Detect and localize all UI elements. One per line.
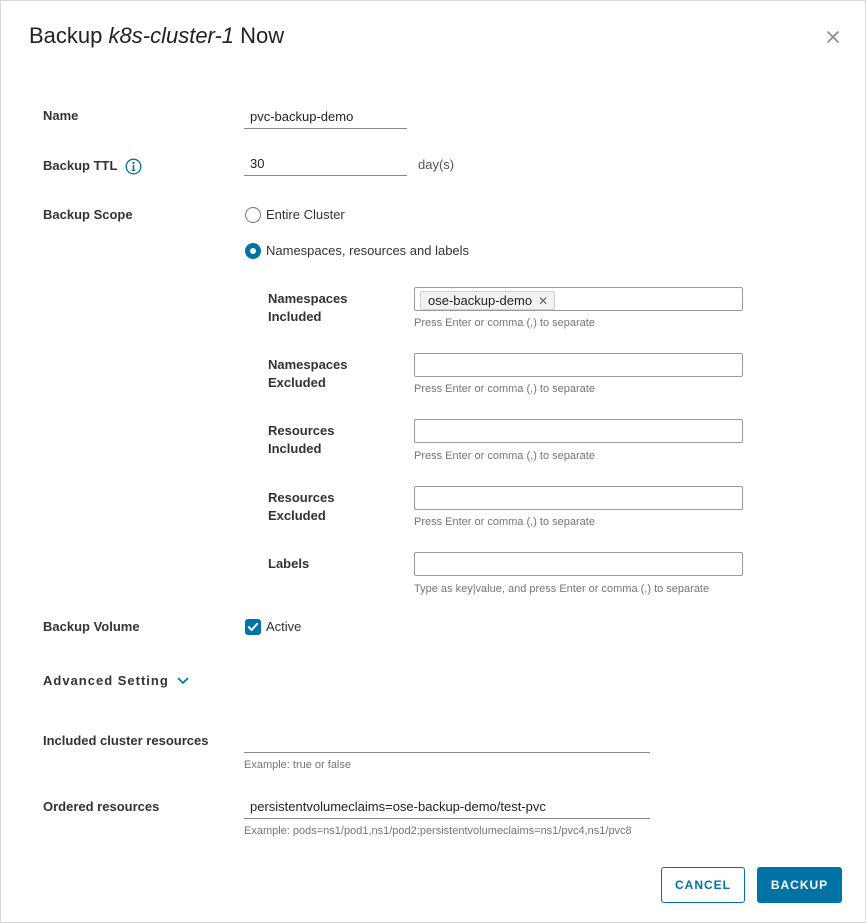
- dialog-title: [29, 23, 284, 49]
- resources-excluded-hint: Press Enter or comma (,) to separate: [414, 516, 595, 528]
- namespaces-excluded-label: [268, 356, 398, 392]
- name-label: Name: [43, 108, 79, 123]
- namespace-tag-label: ose-backup-demo: [428, 293, 533, 308]
- resources-included-label: [268, 422, 398, 458]
- included-cluster-resources-hint: Example: true or false: [244, 759, 351, 771]
- resources-included-hint: Press Enter or comma (,) to separate: [414, 450, 595, 462]
- title-prefix: Backup: [29, 23, 103, 48]
- ordered-resources-label: Ordered resources: [43, 799, 160, 814]
- title-suffix: Now: [240, 23, 285, 48]
- backup-ttl-input[interactable]: [244, 152, 407, 176]
- radio-entire-cluster-label[interactable]: Entire Cluster: [266, 207, 345, 222]
- namespaces-excluded-label-line1: Namespaces: [268, 357, 348, 372]
- namespaces-excluded-input[interactable]: [414, 353, 743, 377]
- resources-included-label-line2: Included: [268, 441, 322, 456]
- labels-hint: Type as key|value, and press Enter or comma (,) to separate: [414, 583, 710, 595]
- resources-included-input[interactable]: [414, 419, 743, 443]
- namespaces-included-label-line2: Included: [268, 309, 322, 324]
- included-cluster-resources-label: Included cluster resources: [43, 733, 209, 748]
- labels-input[interactable]: [414, 552, 743, 576]
- namespace-tag: [420, 291, 555, 310]
- namespaces-excluded-hint: Press Enter or comma (,) to separate: [414, 383, 595, 395]
- advanced-setting-label: Advanced Setting: [43, 673, 169, 688]
- tag-remove-icon[interactable]: ✕: [538, 293, 549, 308]
- backup-scope-label: Backup Scope: [43, 207, 133, 222]
- resources-excluded-label-line1: Resources: [268, 490, 335, 505]
- labels-label: Labels: [268, 556, 310, 571]
- title-cluster-name: k8s-cluster-1: [108, 23, 235, 48]
- backup-button[interactable]: BACKUP: [757, 867, 842, 903]
- chevron-down-icon: [177, 675, 189, 687]
- namespaces-included-label-line1: Namespaces: [268, 291, 348, 306]
- info-icon[interactable]: [125, 158, 142, 175]
- advanced-setting-toggle[interactable]: [43, 673, 189, 688]
- close-icon[interactable]: [823, 27, 843, 47]
- ordered-resources-input[interactable]: [244, 795, 650, 819]
- namespaces-included-label: [268, 290, 398, 326]
- backup-volume-checkbox[interactable]: [245, 619, 261, 635]
- backup-volume-label: Backup Volume: [43, 619, 140, 634]
- included-cluster-resources-input[interactable]: [244, 729, 650, 753]
- resources-excluded-label: [268, 489, 398, 525]
- ordered-resources-hint: Example: pods=ns1/pod1,ns1/pod2;persistentvolumeclaims=ns1/pvc4,ns1/pvc8: [244, 825, 632, 837]
- backup-volume-active-label[interactable]: Active: [266, 619, 302, 634]
- namespaces-excluded-label-line2: Excluded: [268, 375, 326, 390]
- resources-excluded-label-line2: Excluded: [268, 508, 326, 523]
- namespaces-included-hint: Press Enter or comma (,) to separate: [414, 317, 595, 329]
- ttl-unit: day(s): [418, 157, 455, 172]
- radio-entire-cluster[interactable]: [245, 207, 261, 223]
- checkmark-icon: [245, 619, 261, 635]
- cancel-button[interactable]: CANCEL: [661, 867, 745, 903]
- name-input[interactable]: [244, 105, 407, 129]
- radio-namespaces-resources-labels-label[interactable]: Namespaces, resources and labels: [266, 243, 470, 258]
- resources-excluded-input[interactable]: [414, 486, 743, 510]
- resources-included-label-line1: Resources: [268, 423, 335, 438]
- backup-ttl-label: Backup TTL: [43, 158, 118, 173]
- radio-namespaces-resources-labels[interactable]: [245, 243, 261, 259]
